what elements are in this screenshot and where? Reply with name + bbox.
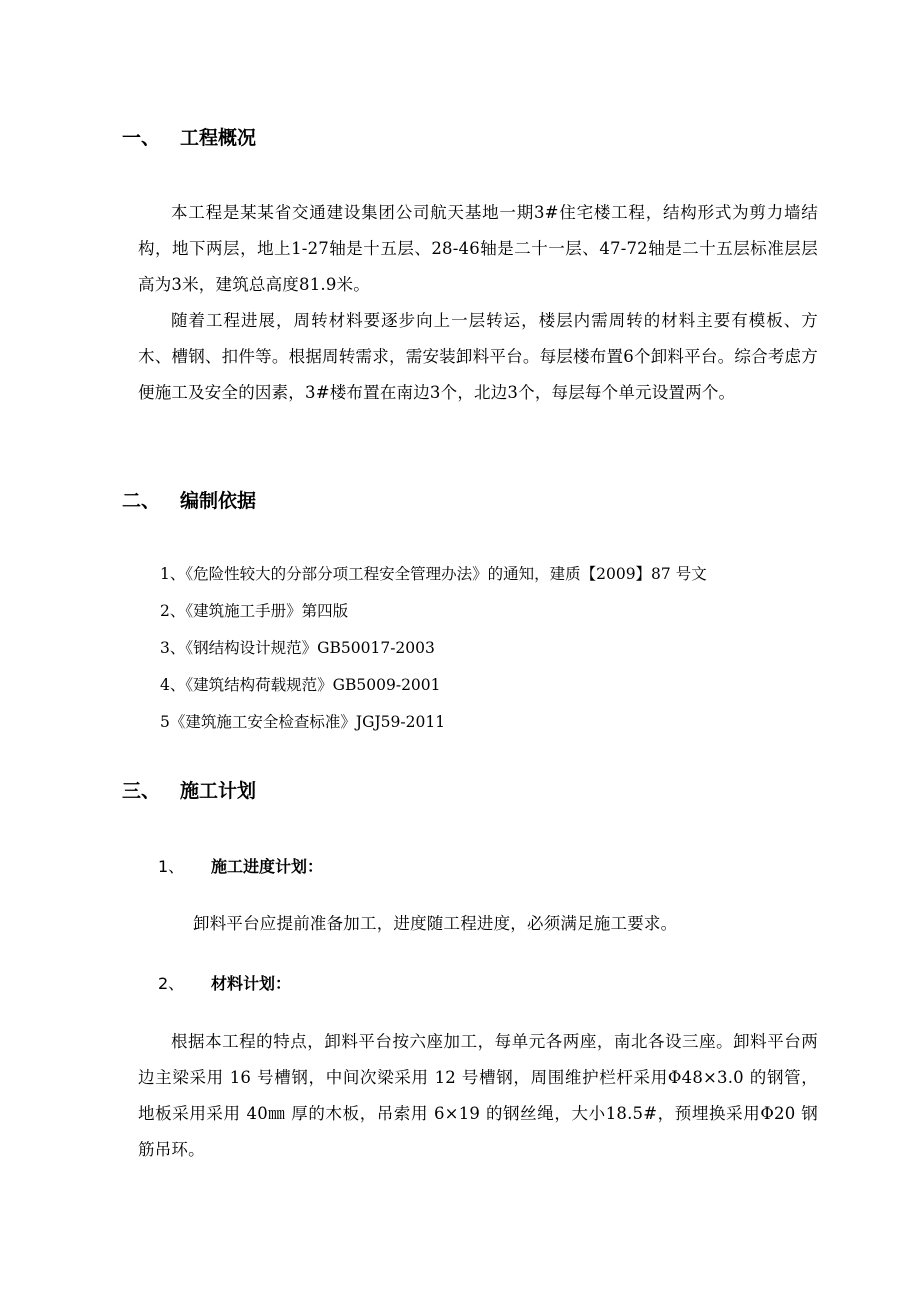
list-item: 4、《建筑结构荷载规范》GB5009-2001 — [160, 676, 441, 694]
subsection-title: 材料计划： — [211, 974, 292, 993]
section-number: 三、 — [122, 780, 161, 802]
section-heading-plan — [122, 779, 256, 803]
paragraph-platform-need: 随着工程进展，周转材料要逐步向上一层转运，楼层内需周转的材料主要有模板、方木、槽钢、扣件等。根据周转需求，需安装卸料平台。每层楼布置6个卸料平台。综合考虑方便施工及安全的因素，3#楼布置在南边3个，北边3个，每层每个单元设置两个。 — [138, 311, 818, 402]
list-item: 1、《危险性较大的分部分项工程安全管理办法》的通知，建质【2009】87 号文 — [160, 565, 707, 583]
section-title: 工程概况 — [180, 127, 257, 149]
reference-list — [160, 556, 707, 741]
paragraph-project-overview: 本工程是某某省交通建设集团公司航天基地一期3#住宅楼工程，结构形式为剪力墙结构，地下两层，地上1-27轴是十五层、28-46轴是二十一层、47-72轴是二十五层标准层层高为3米，建筑总高度81.9米。 — [138, 203, 818, 294]
subsection-heading-schedule — [158, 856, 323, 878]
section-title: 编制依据 — [180, 490, 257, 512]
paragraph-materials: 根据本工程的特点，卸料平台按六座加工，每单元各两座，南北各设三座。卸料平台两边主梁采用 16 号槽钢，中间次梁采用 12 号槽钢，周围维护栏杆采用Φ48×3.0 的钢管，地板采用采用 40㎜ 厚的木板，吊索用 6×19 的钢丝绳，大小18.5#，预埋换采用Φ20 钢筋吊环。 — [138, 1032, 818, 1159]
list-item: 5《建筑施工安全检查标准》JGJ59-2011 — [160, 713, 446, 731]
section-number: 一、 — [122, 127, 161, 149]
subsection-number: 2、 — [158, 974, 185, 993]
section-title: 施工计划 — [180, 780, 257, 802]
section-heading-overview — [122, 126, 256, 150]
list-item: 2、《建筑施工手册》第四版 — [160, 602, 349, 620]
subsection-number: 1、 — [158, 857, 185, 876]
subsection-title: 施工进度计划： — [211, 857, 324, 876]
list-item: 3、《钢结构设计规范》GB50017-2003 — [160, 639, 435, 657]
section-number: 二、 — [122, 490, 161, 512]
section-heading-basis — [122, 489, 256, 513]
subsection-heading-materials — [158, 973, 291, 995]
paragraph-schedule: 卸料平台应提前准备加工，进度随工程进度，必须满足施工要求。 — [193, 914, 678, 933]
